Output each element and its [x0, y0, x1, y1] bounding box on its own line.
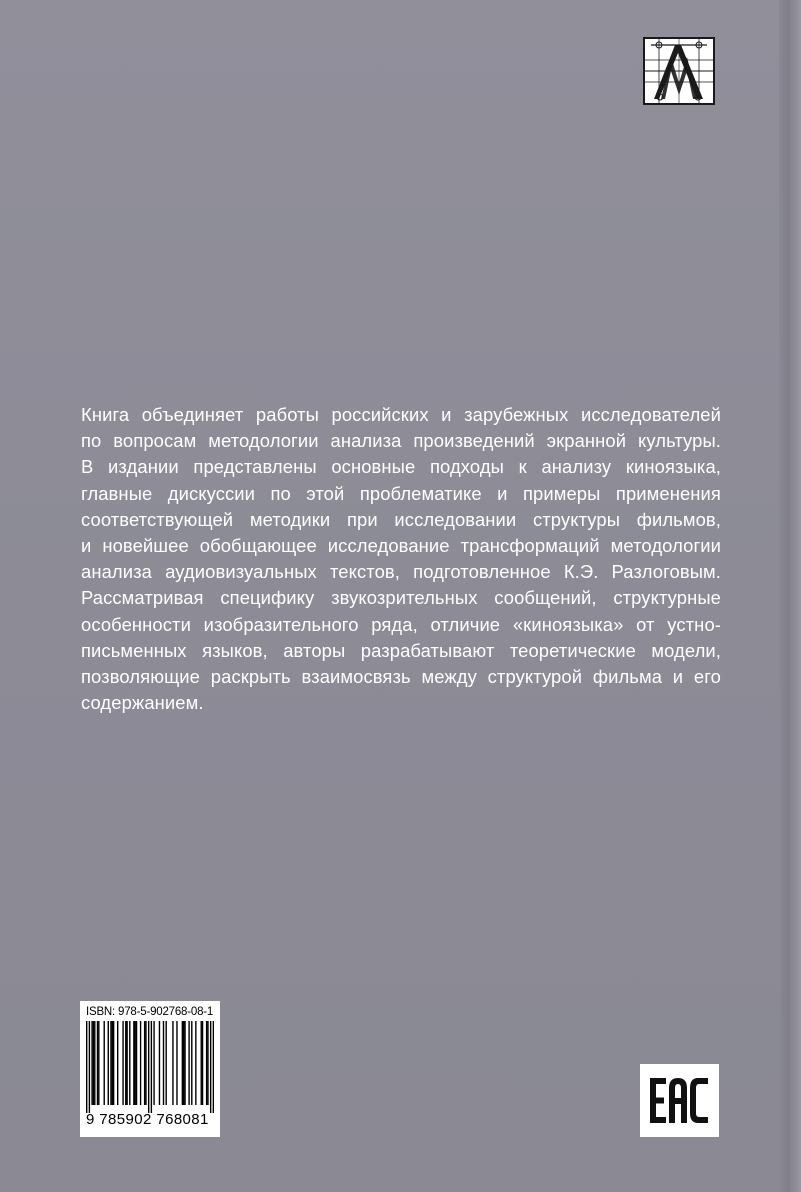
eac-mark-icon	[640, 1064, 719, 1137]
annotation-line: Книга объединяет работы российских и зарубежных исследователей	[81, 404, 721, 425]
barcode-bar	[140, 1021, 141, 1105]
annotation-line: В издании представлены основные подходы к анализу киноязыка,	[81, 456, 721, 478]
barcode-bar	[206, 1021, 207, 1105]
barcode-bar	[86, 1021, 87, 1113]
barcode-bar	[110, 1021, 111, 1105]
barcode-bar	[207, 1021, 208, 1105]
barcode-bar	[112, 1021, 113, 1105]
barcode-bar	[201, 1021, 202, 1105]
annotation-line: содержанием.	[81, 692, 204, 714]
barcode-bar	[104, 1021, 105, 1105]
barcode-bar	[165, 1021, 166, 1105]
barcode-bar	[144, 1021, 145, 1105]
barcode-bar	[188, 1021, 189, 1105]
barcode-bar	[93, 1021, 94, 1105]
barcode-bar	[195, 1021, 196, 1105]
annotation-line: главные дискуссии по этой проблематике и примеры применения	[81, 482, 721, 504]
barcode-bar	[202, 1021, 203, 1105]
barcode-bar	[125, 1021, 126, 1105]
barcode-bar	[133, 1021, 134, 1105]
barcode-bar	[97, 1021, 98, 1105]
isbn-label: ISBN: 978-5-902768-08-1	[86, 1006, 214, 1018]
barcode-bar	[213, 1021, 214, 1113]
barcode-bar	[176, 1021, 177, 1105]
barcode-icon	[86, 1021, 214, 1113]
barcode-bar	[91, 1021, 92, 1105]
barcode-bar	[108, 1021, 109, 1105]
annotation-line: по вопросам методологии анализа произведений экранной культуры.	[81, 430, 721, 452]
barcode-bar	[145, 1021, 146, 1105]
cover-edge	[779, 0, 801, 1192]
barcode-bar	[117, 1021, 118, 1105]
barcode-bar	[159, 1021, 160, 1105]
barcode-bar	[98, 1021, 99, 1105]
publisher-logo-icon	[643, 37, 715, 105]
annotation-line: позволяющие раскрыть взаимосвязь между структурой фильма и его	[81, 666, 721, 688]
barcode-bar	[135, 1021, 136, 1105]
annotation-line: письменных языков, авторы разрабатывают теоретические модели,	[81, 639, 721, 661]
barcode-bar	[210, 1021, 211, 1113]
barcode-bar	[151, 1021, 152, 1113]
barcode-bar	[172, 1021, 173, 1105]
barcode-bar	[113, 1021, 114, 1105]
barcode-bar	[182, 1021, 183, 1105]
annotation-line: соответствующей методики при исследовании структуры фильмов,	[81, 508, 721, 530]
barcode-digits: 9 785902 768081	[86, 1111, 209, 1128]
annotation-line: Рассматривая специфику звукозрительных сообщений, структурные	[81, 587, 721, 609]
barcode-bar	[184, 1021, 185, 1105]
barcode-bar	[191, 1021, 192, 1105]
annotation-line: и новейшее обобщающее исследование трансформаций методологии	[81, 535, 721, 557]
barcode-bar	[122, 1021, 123, 1105]
barcode-bar	[183, 1021, 184, 1105]
annotation-line: анализа аудиовизуальных текстов, подготовленное К.Э. Разлоговым.	[81, 561, 721, 583]
annotation-line: особенности изобразительного ряда, отличие «киноязыка» от устно-	[81, 613, 721, 635]
isbn-barcode-block	[80, 1001, 220, 1137]
barcode-bar	[148, 1021, 149, 1113]
barcode-bar	[136, 1021, 137, 1105]
barcode-bar	[126, 1021, 127, 1105]
barcode-bar	[129, 1021, 130, 1105]
barcode-bar	[89, 1021, 90, 1113]
barcode-bar	[153, 1021, 154, 1105]
book-annotation	[81, 402, 721, 716]
barcode-bar	[163, 1021, 164, 1105]
barcode-bar	[94, 1021, 95, 1105]
